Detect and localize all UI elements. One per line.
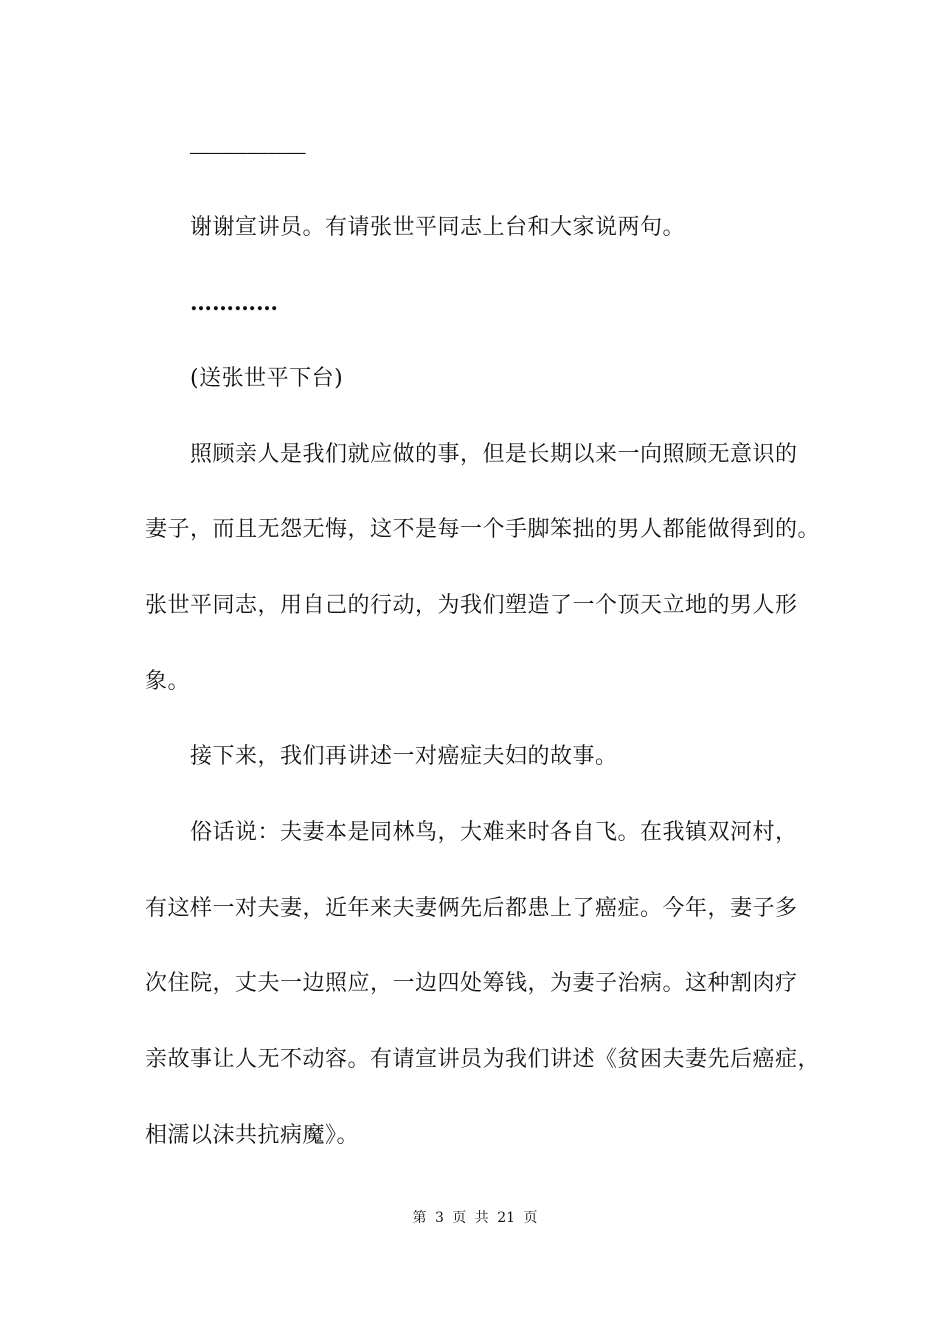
- paragraph-line: 照顾亲人是我们就应做的事，但是长期以来一向照顾无意识的: [190, 442, 798, 467]
- paragraph-line: 象。: [145, 669, 191, 694]
- paragraph-line: (送张世平下台): [190, 366, 344, 391]
- paragraph-line: 俗话说：夫妻本是同林鸟，大难来时各自飞。在我镇双河村，: [190, 820, 798, 845]
- paragraph-line: 接下来，我们再讲述一对癌症夫妇的故事。: [190, 744, 618, 769]
- paragraph-line: 妻子，而且无怨无悔，这不是每一个手脚笨拙的男人都能做得到的。: [145, 517, 821, 542]
- paragraph-line: 亲故事让人无不动容。有请宣讲员为我们讲述《贫困夫妻先后癌症，: [145, 1047, 821, 1072]
- paragraph-line: 次住院，丈夫一边照应，一边四处筹钱，为妻子治病。这种割肉疗: [145, 971, 798, 996]
- paragraph-line: 有这样一对夫妻，近年来夫妻俩先后都患上了癌症。今年，妻子多: [145, 896, 798, 921]
- paragraph-line: 张世平同志，用自己的行动，为我们塑造了一个顶天立地的男人形: [145, 593, 798, 618]
- separator-dashes: ————————————: [190, 143, 306, 162]
- paragraph-line: 相濡以沫共抗病魔》。: [145, 1123, 360, 1148]
- paragraph-line: 谢谢宣讲员。有请张世平同志上台和大家说两句。: [190, 215, 686, 240]
- ellipsis-line: …………: [190, 290, 278, 316]
- page-footer: 第 3 页 共 21 页: [412, 1210, 538, 1226]
